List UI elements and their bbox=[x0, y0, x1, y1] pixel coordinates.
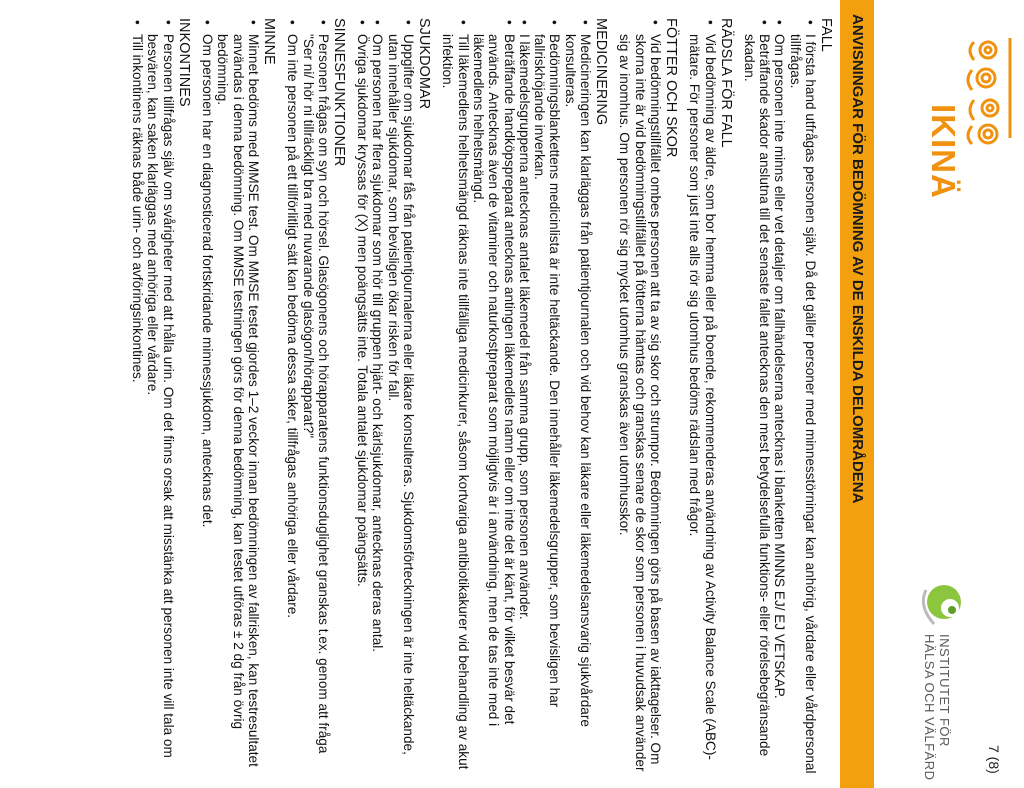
bullet-item: • Om personen har en diagnosticerad fortskridande minnessjukdom, antecknas det. bbox=[200, 18, 215, 778]
section bbox=[617, 18, 679, 778]
bullet-item: • Vid bedömning av äldre, som bor hemma eller på boende, rekommenderas användning av Activity Balance Scale (ABC)-mätare. För personer som just inte alls rör sig utomhus bedöms rädslan med frågor. bbox=[687, 18, 718, 778]
bullet-list bbox=[285, 18, 331, 778]
section bbox=[200, 18, 277, 778]
section bbox=[687, 18, 734, 778]
bullet-item: • Beträffande skador anslutna till det senaste fallet antecknas den mest betydelsefulla funktions- eller rörelsebegränsande skadan. bbox=[742, 18, 773, 778]
section-title: MEDICINERING bbox=[593, 18, 610, 126]
document-body bbox=[130, 18, 842, 778]
institute-name-line1: INSTITUTET FÖR bbox=[937, 634, 952, 747]
section bbox=[440, 18, 609, 778]
bullet-list bbox=[687, 18, 718, 778]
bullet-item: • Om inte personen på ett tillförlitligt sätt kan bedöma dessa saker, tillfrågas anhöriga eller vårdare. bbox=[285, 18, 300, 778]
bullet-list bbox=[742, 18, 818, 778]
section bbox=[742, 18, 834, 778]
bullet-list bbox=[200, 18, 261, 778]
swirl-logo-icon bbox=[958, 30, 1018, 150]
banner-title: ANVISNINGAR FÖR BEDÖMNING AV DE ENSKILDA DELOMRÅDENA bbox=[849, 14, 866, 504]
brand-name: IKINÄ bbox=[925, 104, 962, 199]
section-title: FÖTTER OCH SKOR bbox=[662, 18, 679, 158]
bullet-item: • Beträffande handköpspreparat antecknas antingen läkemedlets namn eller om inte det är känt, för vilket besvär det används. Antecknas även de vitaminer och naturkostpreparat som möjligtvis är i användning, men de tas inte med i läkemedlens helhetsmängd. bbox=[471, 18, 517, 778]
bullet-item: • Om personen inte minns eller vet detaljer om fallhändelserna antecknas i blanketten MINNS EJ/ EJ VETSKAP. bbox=[772, 18, 787, 778]
section-title: RÄDSLA FÖR FALL bbox=[717, 18, 734, 148]
section bbox=[355, 18, 432, 778]
section-title: SJUKDOMAR bbox=[416, 18, 433, 110]
section bbox=[130, 18, 192, 778]
bullet-item: • Till läkemedlens helhetsmängd räknas inte tillfälliga medicinkurer, såsom kortvariga antibiotikakurer vid behandling av akut infektion. bbox=[440, 18, 471, 778]
bullet-item: • Bedömningsblankettens medicinlista är inte heltäckande. Den innehåller läkemedelsgrupper, som bevisligen har fallriskhöjande inverkan. bbox=[532, 18, 563, 778]
institute-logo bbox=[884, 580, 974, 780]
bullet-list bbox=[130, 18, 176, 778]
bullet-item: • I läkemedelsgrupperna antecknas antalet läkemedel från samma grupp, som personen använder. bbox=[517, 18, 532, 778]
section bbox=[285, 18, 347, 778]
bullet-item: • Minnet bedöms med MMSE test. Om MMSE testet gjordes 1–2 veckor innan bedömningen av fallrisken, kan testresultatet användas i denna bedömning. Om MMSE testningen görs för denna bedömning, kan testet utföras ± 2 dg från övrig bedömning. bbox=[215, 18, 261, 778]
section-title: INKONTINES bbox=[175, 18, 192, 107]
institute-name bbox=[922, 634, 952, 781]
bullet-item: • Om personen har flera sjukdomar som hör till gruppen hjärt- och kärlsjukdomar, antecknas deras antal. bbox=[370, 18, 385, 778]
bullet-item: • Uppgifter om sjukdomar fås från patientjournalerna eller läkare konsulteras. Sjukdomsförteckningen är inte heltäckande, utan innehåller sjukdomar, som bevisligen ökar risken för fall. bbox=[385, 18, 416, 778]
bullet-item: • Medicineringen kan klarläggas från patientjournalen och vid behov kan läkare eller läkemedelsansvarig sjukvårdare konsulteras. bbox=[562, 18, 593, 778]
institute-name-line2: HÄLSA OCH VÄLFÄRD bbox=[922, 634, 937, 781]
bullet-list bbox=[617, 18, 663, 778]
bullet-item: • Personen frågas om syn och hörsel. Glasögonens och hörapparatens funktionsduglighet granskas t.ex. genom att fråga "Ser ni/ hör ni tillräckligt bra med nuvarande glasögon/hörapparat?" bbox=[300, 18, 331, 778]
bullet-item: • Övriga sjukdomar kryssas för (X) men poängsätts inte. Totala antalet sjukdomar poängsätts. bbox=[355, 18, 370, 778]
page-number: 7 (8) bbox=[986, 745, 1002, 774]
section-title: MINNE bbox=[260, 18, 277, 65]
institute-leaf-icon bbox=[914, 580, 974, 630]
ikina-logo bbox=[878, 30, 1018, 290]
bullet-item: • Vid bedömningstillfället ombes personen att ta av sig skor och strumpor. Bedömningen görs på basen av iakttagelser. Om skorna inte är vid bedömningstillfället på fötterna hämtas och granskas senare de skor som personen i huvudsak använder sig av inomhus. Om personen rör sig mycket utomhus granskas även utomhusskor. bbox=[617, 18, 663, 778]
bullet-item: • I första hand utfrågas personen själv. Då det gäller personer med minnesstörningar kan anhörig, vårdare eller vårdpersonal tillfrågas. bbox=[787, 18, 818, 778]
header-banner bbox=[840, 0, 874, 788]
bullet-item: • Personen tillfrågas själv om svårigheter med att hålla urin. Om det finns orsak att misstänka att personen inte vill tala om besvären, kan saken klarläggas med anhöriga eller vårdare. bbox=[145, 18, 176, 778]
section-title: SINNESFUNKTIONER bbox=[330, 18, 347, 167]
section-title: FALL bbox=[818, 18, 834, 52]
bullet-list bbox=[440, 18, 593, 778]
bullet-item: • Till inkontinens räknas både urin- och avföringsinkontines. bbox=[130, 18, 145, 778]
bullet-list bbox=[355, 18, 416, 778]
